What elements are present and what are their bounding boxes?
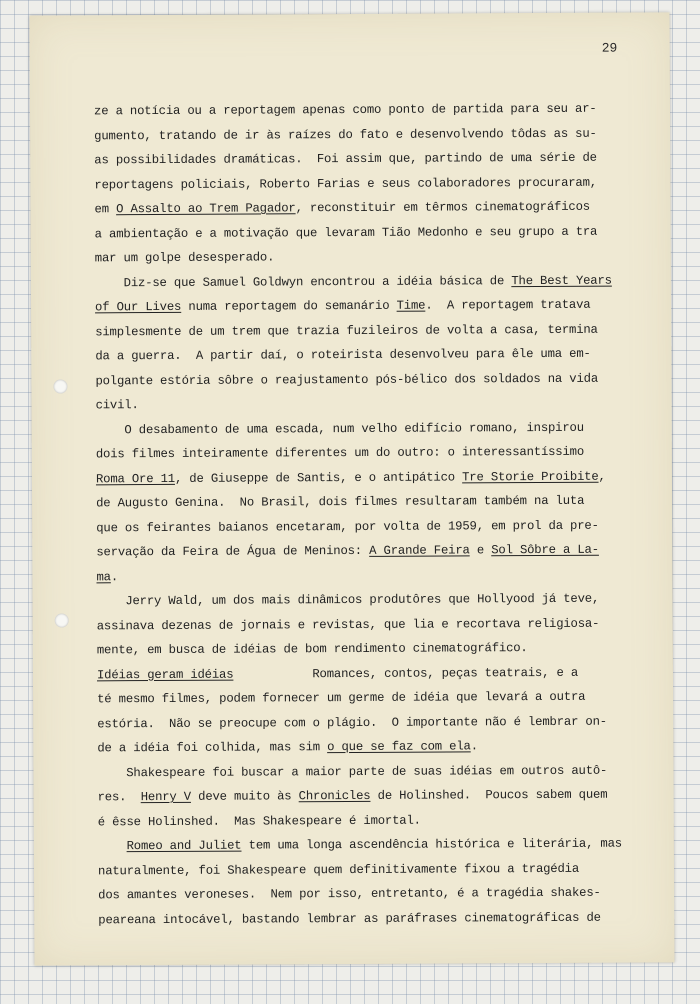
underlined-title: Romeo and Juliet [126, 838, 242, 854]
text-line [97, 586, 653, 613]
underlined-title: of Our Lives [95, 299, 182, 315]
text-line [96, 562, 652, 589]
underlined-title: Henry V [140, 789, 191, 805]
text-run: e [469, 543, 492, 558]
text-run: Shakespeare foi buscar a maior parte de suas idéias em outros autô- [97, 763, 608, 780]
text-run: . [110, 569, 119, 584]
underlined-title: Time [396, 298, 426, 313]
text-run: simplesmente de um trem que trazia fuzileiros de volta a casa, termina [95, 322, 598, 339]
text-line [96, 488, 652, 515]
text-run: de Augusto Genina. No Brasil, dois filmes resultaram também na luta [96, 493, 585, 511]
text-line [95, 390, 651, 417]
text-line [98, 856, 654, 883]
text-run: , de Giuseppe de Santis, e o antipático [174, 469, 463, 486]
text-run: a ambientação e a motivação que levaram Tião Medonho e seu grupo a tra [94, 224, 598, 241]
text-line [94, 145, 650, 172]
text-line [94, 121, 650, 148]
text-run: tem uma longa ascendência histórica e literária, mas [241, 836, 623, 853]
text-run: servação da Feira de Água de Meninos: [96, 543, 370, 560]
text-run: mar um golpe desesperado. [94, 250, 275, 266]
text-line [95, 219, 651, 246]
text-line [97, 758, 653, 785]
text-line [96, 537, 652, 564]
text-run: numa reportagem do semanário [181, 298, 397, 314]
underlined-title: Roma Ore 11 [95, 471, 175, 486]
text-run: civil. [95, 398, 139, 413]
text-line [98, 905, 654, 932]
text-run: O desabamento de uma escada, num velho edifício romano, inspirou [95, 420, 584, 437]
text-run: mente, em busca de idéias de bom rendimento cinematográfico. [96, 641, 528, 658]
text-run: polgante estória sôbre o reajustamento pós-bélico dos soldados na vida [95, 371, 599, 388]
text-run: naturalmente, foi Shakespeare quem definitivamente fixou a tragédia [97, 861, 580, 878]
text-run: que os feirantes baianos encetaram, por volta de 1959, em prol da pre- [96, 518, 599, 535]
text-run: dos amantes veroneses. Nem por isso, entretanto, é a tragédia shakes- [98, 885, 601, 903]
text-run: reportagens policiais, Roberto Farias e seus colaboradores procuraram, [94, 175, 597, 192]
text-line [96, 513, 652, 540]
text-line [98, 880, 654, 907]
text-line [98, 782, 654, 809]
text-run [98, 839, 127, 853]
binder-hole [53, 379, 67, 393]
text-run: ze a notícia ou a reportagem apenas como ponto de partida para seu ar- [93, 101, 597, 119]
underlined-title: Idéias geram idéias [96, 667, 234, 682]
text-run: res. [97, 790, 141, 805]
underlined-title: o que se faz com ela [327, 739, 471, 755]
text-run: té mesmo filmes, podem fornecer um germe de idéia que levará a outra [97, 689, 586, 707]
text-line [96, 415, 652, 442]
underlined-title: Sol Sôbre a La- [491, 542, 599, 558]
underlined-title: Chronicles [298, 788, 371, 804]
text-line [95, 292, 651, 319]
typewritten-page [30, 12, 675, 965]
text-run: deve muito às [190, 789, 299, 804]
text-line [97, 611, 653, 638]
binder-hole [55, 613, 69, 627]
text-line [95, 268, 651, 295]
text-line [95, 341, 651, 368]
text-line [95, 366, 651, 393]
text-run: de Holinshed. Poucos sabem quem [370, 787, 608, 803]
text-run: , reconstituir em têrmos cinematográficos [295, 199, 590, 216]
text-run: é êsse Holinshed. Mas Shakespeare é imortal. [97, 813, 421, 829]
text-run: da a guerra. A partir daí, o roteirista desenvolveu para êle uma em- [95, 346, 591, 364]
text-line [95, 243, 651, 270]
text-line [94, 194, 650, 221]
underlined-title: ma [96, 569, 111, 584]
text-run: . [470, 739, 478, 754]
underlined-title: O Assalto ao Trem Pagador [116, 201, 296, 217]
underlined-title: A Grande Feira [369, 543, 470, 558]
text-run: . A reportagem tratava [425, 297, 591, 313]
text-line [97, 709, 653, 736]
underlined-title: The Best Years [511, 273, 612, 288]
text-run: de a idéia foi colhida, mas sim [97, 740, 328, 756]
text-run: gumento, tratando de ir às raízes do fato e desenvolvendo tôdas as su- [94, 126, 597, 143]
text-run: peareana intocável, bastando lembrar as paráfrases cinematográficas de [98, 910, 601, 927]
text-run: estória. Não se preocupe com o plágio. O importante não é lembrar on- [97, 714, 607, 731]
text-line [97, 733, 653, 760]
text-run: dois filmes inteiramente diferentes um do outro: o interessantíssimo [95, 444, 585, 462]
text-line [95, 317, 651, 344]
text-run: assinava dezenas de jornais e revistas, que lia e recortava religiosa- [96, 616, 600, 633]
text-run: em [94, 202, 117, 217]
text-run: , [598, 469, 606, 484]
text-line [94, 96, 650, 123]
text-line [98, 831, 654, 858]
text-line [97, 684, 653, 711]
text-line [98, 807, 654, 834]
text-line [97, 660, 653, 687]
page-number: 29 [601, 40, 618, 56]
text-line [94, 170, 650, 197]
body-text [94, 96, 654, 932]
text-run: Diz-se que Samuel Goldwyn encontrou a idéia básica de [94, 273, 512, 290]
text-line [97, 635, 653, 662]
underlined-title: Tre Storie Proibite [462, 469, 599, 484]
text-run: Jerry Wald, um dos mais dinâmicos produtôres que Hollyood já teve, [96, 591, 600, 609]
text-run: Romances, contos, peças teatrais, e a [233, 665, 579, 682]
text-run: as possibilidades dramáticas. Foi assim que, partindo de uma série de [94, 150, 597, 168]
text-line [96, 464, 652, 491]
text-line [96, 439, 652, 466]
